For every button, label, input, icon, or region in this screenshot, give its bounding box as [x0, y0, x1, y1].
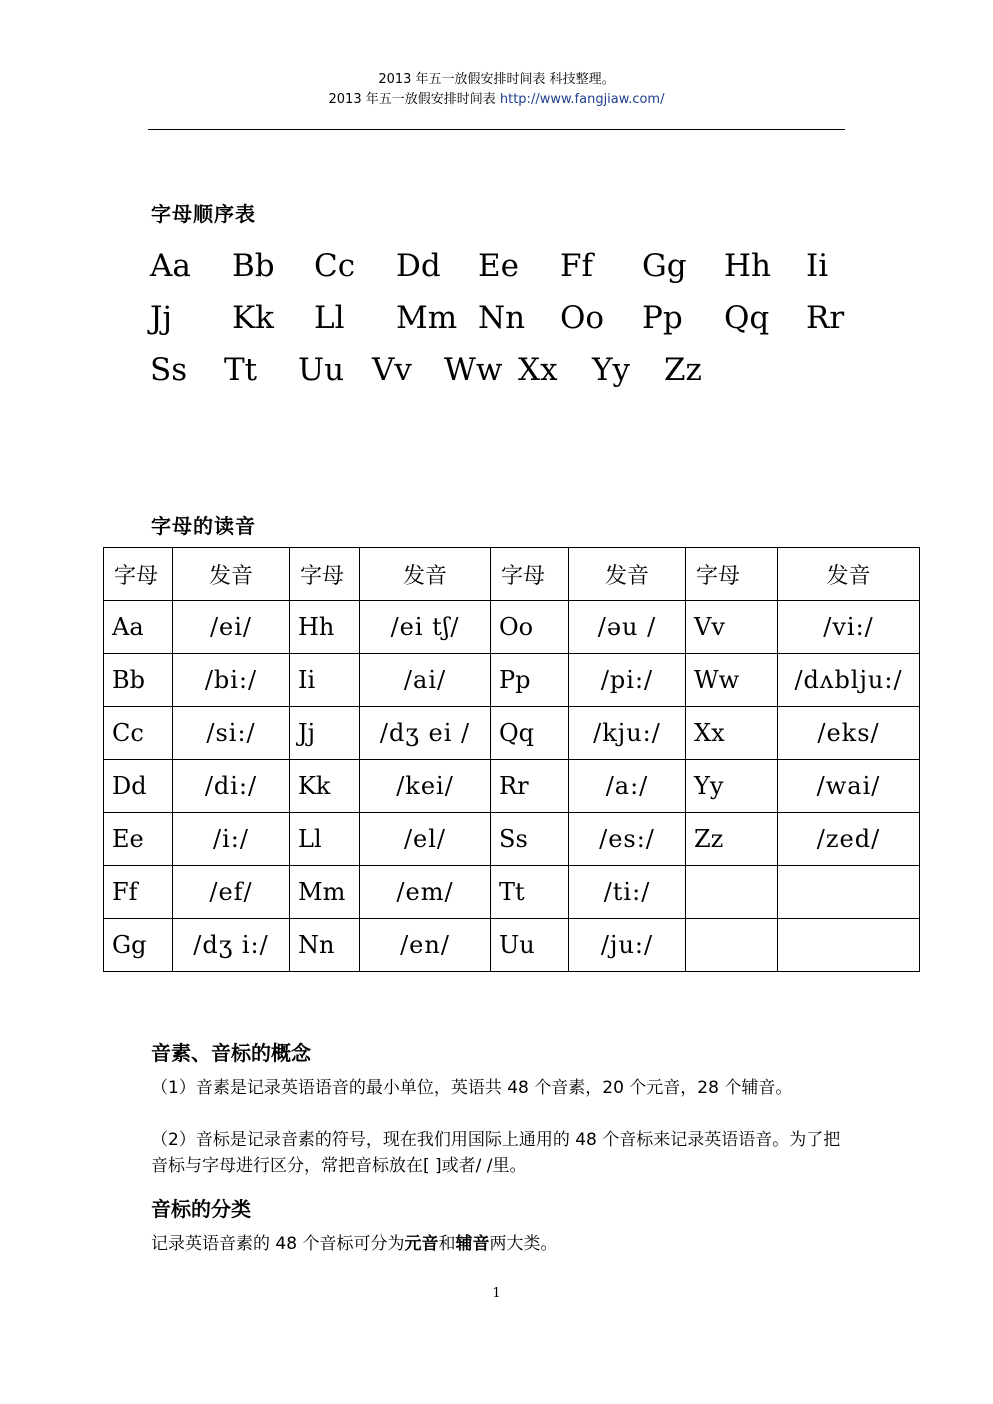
letter-cell: Ww	[686, 654, 778, 707]
letter-cell: Kk	[290, 760, 360, 813]
header-pronunciation: 发音	[360, 548, 491, 601]
header-line-2	[0, 90, 993, 110]
alphabet-letter: Ee	[478, 248, 519, 284]
pronunciation-cell: /kei/	[360, 760, 491, 813]
table-row	[104, 601, 920, 654]
pronunciation-cell: /vi:/	[778, 601, 920, 654]
table-header-row	[104, 548, 920, 601]
pronunciation-title: 字母的读音	[151, 514, 256, 538]
pronunciation-cell: /ei/	[173, 601, 290, 654]
alphabet-letter: Qq	[724, 300, 770, 336]
letter-cell: Ee	[104, 813, 173, 866]
letter-cell: Bb	[104, 654, 173, 707]
table-row	[104, 707, 920, 760]
alphabet-letter: Ww	[444, 352, 503, 388]
pronunciation-cell: /el/	[360, 813, 491, 866]
pronunciation-cell: /dʌblju:/	[778, 654, 920, 707]
pronunciation-cell: /əu /	[569, 601, 686, 654]
alphabet-letter: Ss	[150, 352, 188, 388]
alphabet-letter: Ll	[314, 300, 345, 336]
letter-cell	[686, 866, 778, 919]
pronunciation-cell: /ei tʃ/	[360, 601, 491, 654]
letter-cell: Ll	[290, 813, 360, 866]
table-row	[104, 919, 920, 972]
header-pronunciation: 发音	[173, 548, 290, 601]
classification-text-mid: 和	[438, 1234, 456, 1254]
pronunciation-cell: /eks/	[778, 707, 920, 760]
pronunciation-cell: /i:/	[173, 813, 290, 866]
letter-cell: Jj	[290, 707, 360, 760]
header-line-2-text: 2013 年五一放假安排时间表	[328, 92, 500, 107]
classification-vowel: 元音	[404, 1234, 439, 1254]
pronunciation-cell: /en/	[360, 919, 491, 972]
alphabet-letter: Zz	[664, 352, 702, 388]
letter-cell: Xx	[686, 707, 778, 760]
alphabet-letter: Cc	[314, 248, 356, 284]
pronunciation-cell: /ti:/	[569, 866, 686, 919]
pronunciation-cell: /ai/	[360, 654, 491, 707]
pronunciation-cell: /ju:/	[569, 919, 686, 972]
letter-cell: Oo	[491, 601, 569, 654]
letter-cell: Aa	[104, 601, 173, 654]
pronunciation-cell: /a:/	[569, 760, 686, 813]
alphabet-letter: Xx	[518, 352, 558, 388]
letter-cell: Ff	[104, 866, 173, 919]
alphabet-letter: Mm	[396, 300, 458, 336]
alphabet-letter: Dd	[396, 248, 441, 284]
classification-text-prefix: 记录英语音素的 48 个音标可分为	[151, 1234, 405, 1254]
alphabet-title: 字母顺序表	[151, 202, 256, 226]
pronunciation-cell	[778, 866, 920, 919]
letter-cell	[686, 919, 778, 972]
concepts-paragraph-2: （2）音标是记录音素的符号，现在我们用国际上通用的 48 个音标来记录英语语音。为了把音标与字母进行区分，常把音标放在[ ]或者/ /里。	[151, 1130, 841, 1176]
letter-cell: Mm	[290, 866, 360, 919]
alphabet-letter: Ii	[806, 248, 829, 284]
pronunciation-cell: /wai/	[778, 760, 920, 813]
pronunciation-cell: /ef/	[173, 866, 290, 919]
pronunciation-cell: /bi:/	[173, 654, 290, 707]
letter-cell: Gg	[104, 919, 173, 972]
alphabet-letter: Yy	[592, 352, 630, 388]
pronunciation-cell: /es:/	[569, 813, 686, 866]
header-divider	[148, 129, 845, 130]
header-letter: 字母	[491, 548, 569, 601]
pronunciation-cell	[778, 919, 920, 972]
header-letter: 字母	[686, 548, 778, 601]
letter-cell: Ii	[290, 654, 360, 707]
header-link[interactable]: http://www.fangjiaw.com/	[499, 92, 665, 107]
pronunciation-cell: /di:/	[173, 760, 290, 813]
alphabet-letter: Kk	[232, 300, 274, 336]
classification-title: 音标的分类	[151, 1197, 251, 1221]
pronunciation-cell: /pi:/	[569, 654, 686, 707]
alphabet-letter: Gg	[642, 248, 687, 284]
letter-cell: Vv	[686, 601, 778, 654]
letter-cell: Hh	[290, 601, 360, 654]
letter-cell: Rr	[491, 760, 569, 813]
header-letter: 字母	[290, 548, 360, 601]
pronunciation-cell: /kju:/	[569, 707, 686, 760]
alphabet-letter: Nn	[478, 300, 526, 336]
header-pronunciation: 发音	[569, 548, 686, 601]
alphabet-letter: Jj	[150, 300, 173, 336]
page-header	[0, 70, 993, 110]
classification-text-suffix: 两大类。	[489, 1234, 558, 1254]
letter-cell: Nn	[290, 919, 360, 972]
letter-cell: Qq	[491, 707, 569, 760]
alphabet-letter: Hh	[724, 248, 771, 284]
letter-cell: Dd	[104, 760, 173, 813]
table-row	[104, 654, 920, 707]
alphabet-letter: Ff	[560, 248, 593, 284]
pronunciation-table	[103, 547, 920, 972]
page-number: 1	[492, 1286, 501, 1301]
table-row	[104, 813, 920, 866]
header-letter: 字母	[104, 548, 173, 601]
alphabet-letter: Pp	[642, 300, 683, 336]
pronunciation-cell: /em/	[360, 866, 491, 919]
alphabet-letter: Oo	[560, 300, 605, 336]
alphabet-letter: Uu	[298, 352, 345, 388]
table-row	[104, 760, 920, 813]
pronunciation-cell: /dʒ ei /	[360, 707, 491, 760]
header-pronunciation: 发音	[778, 548, 920, 601]
pronunciation-cell: /zed/	[778, 813, 920, 866]
alphabet-letter: Rr	[806, 300, 845, 336]
letter-cell: Pp	[491, 654, 569, 707]
letter-cell: Cc	[104, 707, 173, 760]
pronunciation-cell: /dʒ i:/	[173, 919, 290, 972]
concepts-title: 音素、音标的概念	[151, 1041, 311, 1065]
alphabet-letter: Aa	[150, 248, 191, 284]
letter-cell: Yy	[686, 760, 778, 813]
classification-consonant: 辅音	[455, 1234, 490, 1254]
concepts-paragraph-1: （1）音素是记录英语语音的最小单位，英语共 48 个音素，20 个元音，28 个辅音。	[151, 1078, 793, 1098]
letter-cell: Tt	[491, 866, 569, 919]
pronunciation-cell: /si:/	[173, 707, 290, 760]
letter-cell: Uu	[491, 919, 569, 972]
alphabet-letter: Bb	[232, 248, 275, 284]
letter-cell: Ss	[491, 813, 569, 866]
header-line-1: 2013 年五一放假安排时间表 科技整理。	[378, 72, 615, 87]
alphabet-letter: Tt	[224, 352, 258, 388]
table-row	[104, 866, 920, 919]
alphabet-letter: Vv	[372, 352, 412, 388]
classification-paragraph	[151, 1231, 851, 1257]
letter-cell: Zz	[686, 813, 778, 866]
